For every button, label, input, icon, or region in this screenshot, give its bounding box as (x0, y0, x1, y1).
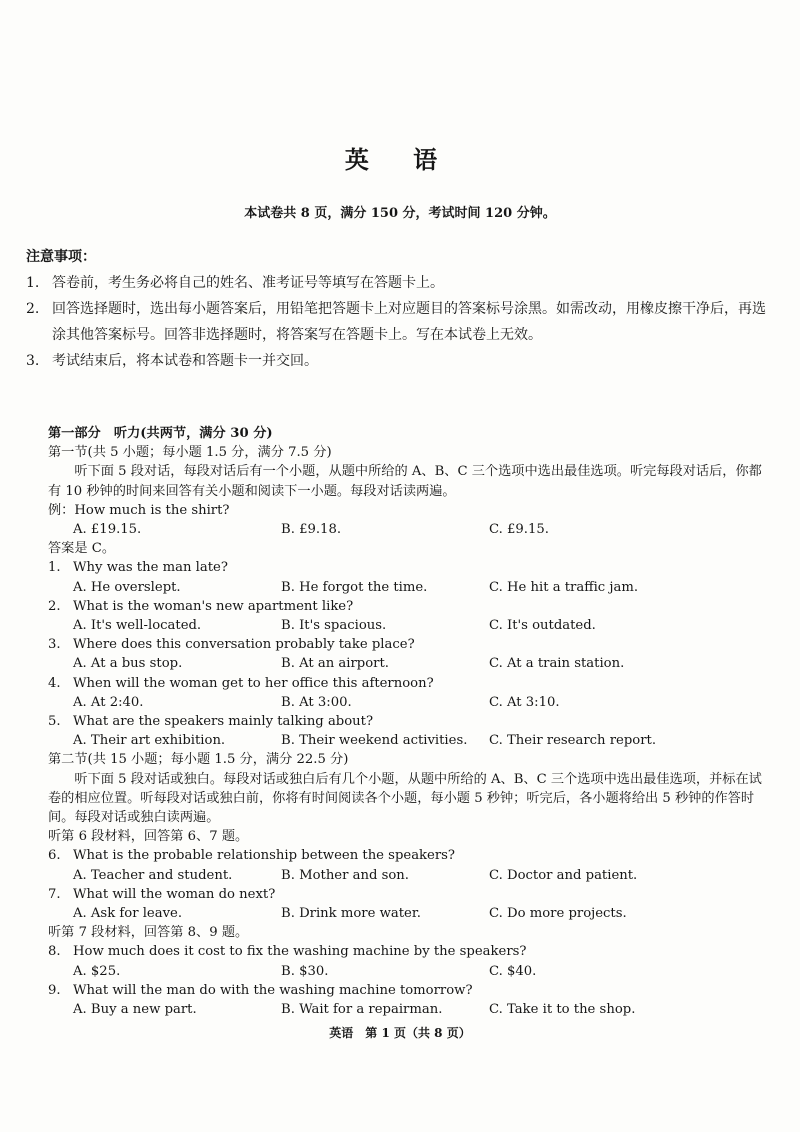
question-number: 5. (48, 714, 61, 730)
option-c: C. He hit a traffic jam. (489, 579, 639, 595)
question-options (48, 866, 768, 885)
question-options (48, 1000, 768, 1019)
note-item (26, 296, 776, 348)
option-a: A. At a bus stop. (73, 656, 183, 672)
example-answer: 答案是 C。 (48, 541, 116, 557)
option-a: A. Buy a new part. (73, 1002, 197, 1018)
page-footer: 英语 第 1 页（共 8 页） (329, 1026, 471, 1040)
question-number: 7. (48, 886, 61, 902)
question (48, 942, 768, 961)
option-b: B. Mother and son. (281, 867, 409, 883)
question (48, 558, 768, 577)
question-options (48, 904, 768, 923)
option-c: C. $40. (489, 963, 537, 979)
option-b: B. $30. (281, 963, 329, 979)
question-number: 6. (48, 848, 61, 864)
option-b: B. Drink more water. (281, 906, 421, 922)
question (48, 597, 768, 616)
example-options (48, 520, 768, 539)
option-c: C. £9.15. (489, 522, 549, 538)
option-c: C. At 3:10. (489, 694, 560, 710)
option-a: A. Their art exhibition. (73, 733, 226, 749)
question-options (48, 962, 768, 981)
option-a: A. At 2:40. (73, 694, 144, 710)
option-a: A. Ask for leave. (73, 906, 183, 922)
question-number: 9. (48, 982, 61, 998)
note-number: 3. (26, 353, 40, 369)
question-text: What is the woman's new apartment like? (73, 598, 354, 614)
option-c: C. Their research report. (489, 733, 657, 749)
question-number: 1. (48, 560, 61, 576)
option-b: B. Their weekend activities. (281, 733, 468, 749)
option-c: C. It's outdated. (489, 618, 596, 634)
option-a: A. It's well-located. (73, 618, 202, 634)
section1-instructions: 听下面 5 段对话，每段对话后有一个小题，从题中所给的 A、B、C 三个选项中选出最佳选项。听完每段对话后，你都有 10 秒钟的时间来回答有关小题和阅读下一小题。每段对话读两遍。 (48, 464, 762, 499)
exam-info: 本试卷共 8 页，满分 150 分，考试时间 120 分钟。 (244, 206, 556, 221)
question-number: 8. (48, 944, 61, 960)
section2-heading: 第二节(共 15 小题；每小题 1.5 分，满分 22.5 分) (48, 752, 349, 768)
option-b: B. £9.18. (281, 522, 342, 538)
note-text: 考试结束后，将本试卷和答题卡一并交回。 (52, 353, 318, 369)
option-a: A. £19.15. (73, 522, 142, 538)
option-a: A. Teacher and student. (73, 867, 233, 883)
question (48, 981, 768, 1000)
option-b: B. He forgot the time. (281, 579, 428, 595)
question-options (48, 731, 768, 750)
note-item (26, 270, 776, 296)
material-note: 听第 7 段材料，回答第 8、9 题。 (48, 925, 249, 941)
question-text: What will the woman do next? (73, 886, 276, 902)
note-number: 2. (26, 301, 40, 317)
listening-part (48, 424, 768, 1019)
note-text: 答卷前，考生务必将自己的姓名、准考证号等填写在答题卡上。 (52, 275, 444, 291)
note-text: 回答选择题时，选出每小题答案后，用铅笔把答题卡上对应题目的答案标号涂黑。如需改动，用橡皮擦干净后，再选涂其他答案标号。回答非选择题时，将答案写在答题卡上。写在本试卷上无效。 (52, 301, 766, 343)
question-number: 2. (48, 598, 61, 614)
question (48, 885, 768, 904)
option-a: A. $25. (73, 963, 121, 979)
question-text: What is the probable relationship between the speakers? (73, 848, 455, 864)
question-options (48, 654, 768, 673)
question-text: When will the woman get to her office this afternoon? (73, 675, 434, 691)
section1-heading: 第一节(共 5 小题；每小题 1.5 分，满分 7.5 分) (48, 445, 332, 461)
notes-heading: 注意事项： (26, 249, 96, 265)
note-number: 1. (26, 275, 40, 291)
question (48, 846, 768, 865)
notes-section (26, 246, 776, 374)
question-options (48, 693, 768, 712)
option-b: B. At an airport. (281, 656, 389, 672)
option-c: C. Doctor and patient. (489, 867, 638, 883)
question-number: 4. (48, 675, 61, 691)
option-a: A. He overslept. (73, 579, 181, 595)
section2-instructions: 听下面 5 段对话或独白。每段对话或独白后有几个小题，从题中所给的 A、B、C 三个选项中选出最佳选项，并标在试卷的相应位置。听每段对话或独白前，你将有时间阅读各个小题，每小题 5 秒钟；听完后，各小题将给出 5 秒钟的作答时间。每段对话或独白读两遍。 (48, 771, 762, 826)
question-options (48, 578, 768, 597)
option-c: C. At a train station. (489, 656, 625, 672)
option-c: C. Take it to the shop. (489, 1002, 636, 1018)
question-text: What are the speakers mainly talking about? (73, 714, 374, 730)
option-b: B. At 3:00. (281, 694, 352, 710)
example-question: 例：How much is the shirt? (48, 502, 230, 518)
question (48, 712, 768, 731)
question-number: 3. (48, 637, 61, 653)
option-b: B. Wait for a repairman. (281, 1002, 443, 1018)
question-text: Where does this conversation probably take place? (73, 637, 415, 653)
option-c: C. Do more projects. (489, 906, 627, 922)
material-note: 听第 6 段材料，回答第 6、7 题。 (48, 829, 249, 845)
question-options (48, 616, 768, 635)
question-text: Why was the man late? (73, 560, 228, 576)
question (48, 674, 768, 693)
option-b: B. It's spacious. (281, 618, 387, 634)
question-text: What will the man do with the washing machine tomorrow? (73, 982, 473, 998)
question-text: How much does it cost to fix the washing machine by the speakers? (73, 944, 527, 960)
part-heading: 第一部分 听力(共两节，满分 30 分) (48, 426, 273, 441)
page-title: 英 语 (344, 145, 456, 174)
note-item (26, 348, 776, 374)
question (48, 635, 768, 654)
